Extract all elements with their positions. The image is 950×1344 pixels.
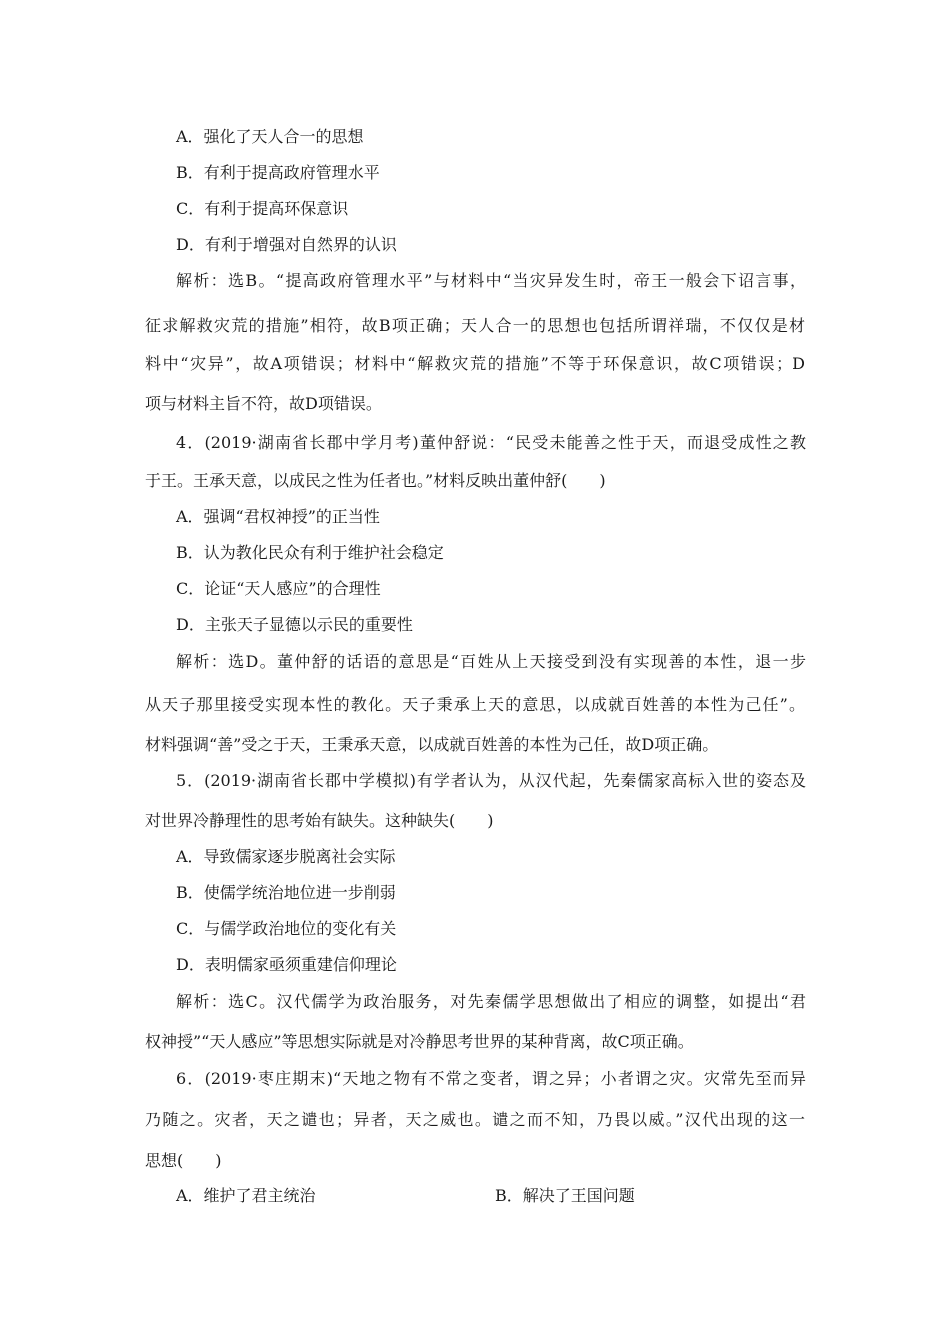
q6-option-a: A．维护了君主统治 [176, 1186, 316, 1205]
q6-stem-line-2: 乃随之。灾者，天之谴也；异者，天之威也。谴之而不知，乃畏以威。”汉代出现的这一 [145, 1110, 805, 1129]
q4-explanation-line-2: 从天子那里接受实现本性的教化。天子秉承上天的意思，以成就百姓善的本性为己任”。 [145, 695, 805, 714]
q6-option-b: B．解决了王国问题 [495, 1186, 635, 1205]
q4-option-a: A．强调“君权神授”的正当性 [176, 507, 380, 526]
q5-option-b: B．使儒学统治地位进一步削弱 [176, 883, 396, 902]
q3-explanation-line-2: 征求解救灾荒的措施”相符，故B项正确；天人合一的思想也包括所谓祥瑞，不仅仅是材 [145, 316, 805, 335]
q3-option-a: A．强化了天人合一的思想 [176, 127, 364, 146]
q5-option-a: A．导致儒家逐步脱离社会实际 [176, 847, 396, 866]
q5-option-c: C．与儒学政治地位的变化有关 [176, 919, 397, 938]
q5-explanation-line-1: 解析：选C。汉代儒学为政治服务，对先秦儒学思想做出了相应的调整，如提出“君 [176, 992, 806, 1011]
q6-stem-line-1: 6．(2019·枣庄期末)“天地之物有不常之变者，谓之异；小者谓之灾。灾常先至而异 [176, 1069, 806, 1088]
q3-option-d: D．有利于增强对自然界的认识 [176, 235, 397, 254]
q4-explanation-line-1: 解析：选D。董仲舒的话语的意思是“百姓从上天接受到没有实现善的本性，退一步 [176, 652, 806, 671]
q5-stem-line-1: 5．(2019·湖南省长郡中学模拟)有学者认为，从汉代起，先秦儒家高标入世的姿态及 [176, 771, 806, 790]
q6-stem-line-3: 思想( ) [145, 1151, 222, 1170]
q5-stem-line-2: 对世界冷静理性的思考始有缺失。这种缺失( ) [145, 811, 494, 830]
q3-explanation-line-4: 项与材料主旨不符，故D项错误。 [145, 394, 382, 413]
q3-explanation-line-3: 料中“灾异”，故A项错误；材料中“解救灾荒的措施”不等于环保意识，故C项错误；D [145, 354, 805, 373]
q3-option-b: B．有利于提高政府管理水平 [176, 163, 380, 182]
q5-explanation-line-2: 权神授”“天人感应”等思想实际就是对冷静思考世界的某种背离，故C项正确。 [145, 1032, 694, 1051]
q4-option-c: C．论证“天人感应”的合理性 [176, 579, 381, 598]
q4-explanation-line-3: 材料强调“善”受之于天，王秉承天意，以成就百姓善的本性为己任，故D项正确。 [145, 735, 719, 754]
q3-explanation-line-1: 解析：选B。“提高政府管理水平”与材料中“当灾异发生时，帝王一般会下诏言事， [176, 271, 806, 290]
q5-option-d: D．表明儒家亟须重建信仰理论 [176, 955, 397, 974]
q4-option-b: B．认为教化民众有利于维护社会稳定 [176, 543, 444, 562]
q3-option-c: C．有利于提高环保意识 [176, 199, 349, 218]
q4-option-d: D．主张天子显德以示民的重要性 [176, 615, 413, 634]
q4-stem-line-2: 于王。王承天意，以成民之性为任者也。”材料反映出董仲舒( ) [145, 471, 606, 490]
q4-stem-line-1: 4．(2019·湖南省长郡中学月考)董仲舒说：“民受未能善之性于天，而退受成性之教 [176, 433, 806, 452]
